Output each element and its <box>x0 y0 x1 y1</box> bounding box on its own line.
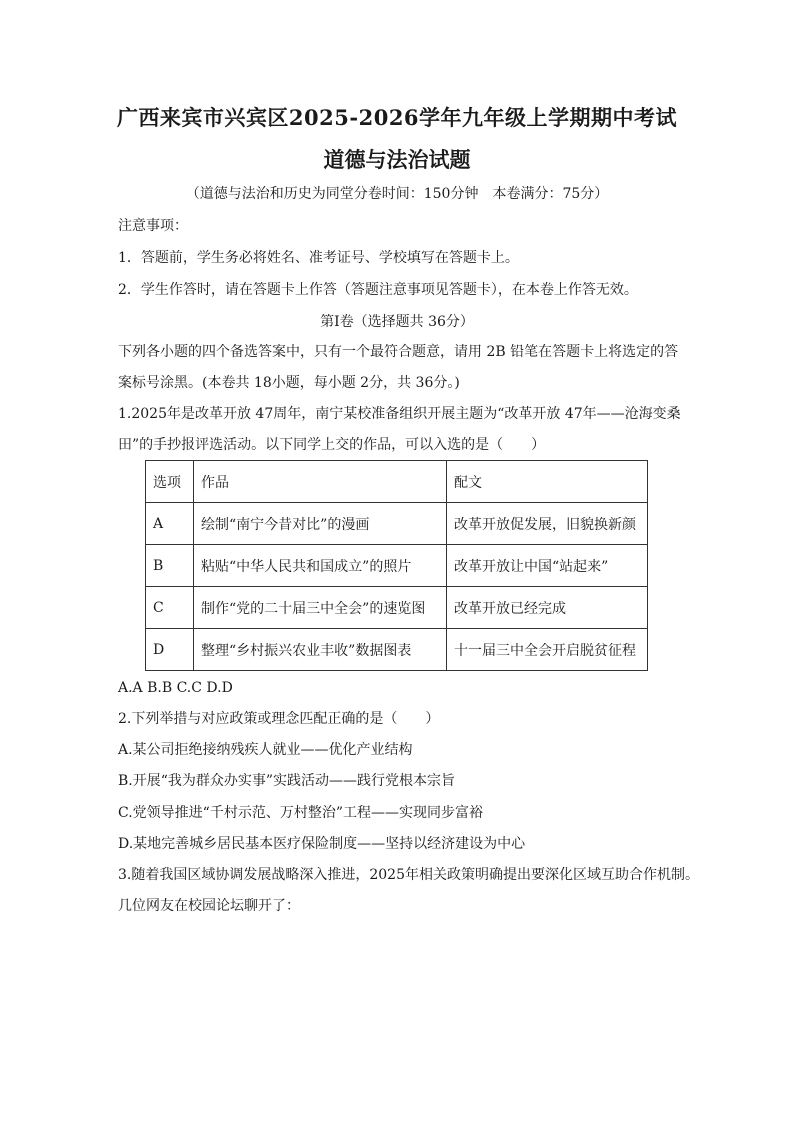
table-cell: 制作“党的二十届三中全会”的速览图 <box>194 587 447 629</box>
answer-options: A.A B.B C.C D.D <box>118 680 233 696</box>
table-header-cell: 配文 <box>447 461 648 503</box>
answer-option: C.党领导推进“千村示范、万村整治”工程——实现同步富裕 <box>118 805 483 821</box>
exam-info: （道德与法治和历史为同堂分卷时间：150分钟 本卷满分：75分） <box>185 186 609 202</box>
table-row <box>146 629 648 671</box>
table-cell: 绘制“南宁今昔对比”的漫画 <box>194 503 447 545</box>
note-item: 1．答题前，学生务必将姓名、准考证号、学校填写在答题卡上。 <box>118 250 519 266</box>
table-cell: 整理“乡村振兴农业丰收”数据图表 <box>194 629 447 671</box>
exam-subtitle: 道德与法治试题 <box>323 147 471 172</box>
table-cell: C <box>146 587 194 629</box>
section-instructions: 下列各小题的四个备选答案中，只有一个最符合题意，请用 2B 铅笔在答题卡上将选定的答 <box>118 344 679 360</box>
table-cell: A <box>146 503 194 545</box>
question-stem: 3.随着我国区域协调发展战略深入推进，2025年相关政策明确提出要深化区域互助合作机制。 <box>118 867 699 883</box>
notes-heading: 注意事项： <box>118 218 188 234</box>
table-header-cell: 作品 <box>194 461 447 503</box>
section-title: 第Ⅰ卷（选择题共 36分） <box>320 314 474 330</box>
section-instructions: 案标号涂黑。(本卷共 18小题，每小题 2分，共 36分。) <box>118 375 460 391</box>
options-table <box>145 460 648 671</box>
table-row <box>146 587 648 629</box>
table-row <box>146 503 648 545</box>
table-cell: B <box>146 545 194 587</box>
table-header-row <box>146 461 648 503</box>
question-stem: 几位网友在校园论坛聊开了： <box>118 898 300 914</box>
exam-title: 广西来宾市兴宾区2025-2026学年九年级上学期期中考试 <box>116 105 678 130</box>
note-item: 2．学生作答时，请在答题卡上作答（答题注意事项见答题卡），在本卷上作答无效。 <box>118 282 638 298</box>
table-cell: 改革开放让中国“站起来” <box>447 545 648 587</box>
table-cell: 粘贴“中华人民共和国成立”的照片 <box>194 545 447 587</box>
question-stem: 田”的手抄报评选活动。以下同学上交的作品，可以入选的是（ ） <box>118 437 546 453</box>
table-row <box>146 545 648 587</box>
question-stem: 2.下列举措与对应政策或理念匹配正确的是（ ） <box>118 711 440 727</box>
table-cell: D <box>146 629 194 671</box>
table-header-cell: 选项 <box>146 461 194 503</box>
answer-option: B.开展“我为群众办实事”实践活动——践行党根本宗旨 <box>118 773 456 789</box>
table-cell: 改革开放已经完成 <box>447 587 648 629</box>
answer-option: A.某公司拒绝接纳残疾人就业——优化产业结构 <box>118 742 413 758</box>
question-stem: 1.2025年是改革开放 47周年，南宁某校准备组织开展主题为“改革开放 47年——沧海变桑 <box>118 406 681 422</box>
table-cell: 十一届三中全会开启脱贫征程 <box>447 629 648 671</box>
table-cell: 改革开放促发展，旧貌换新颜 <box>447 503 648 545</box>
answer-option: D.某地完善城乡居民基本医疗保险制度——坚持以经济建设为中心 <box>118 836 526 852</box>
